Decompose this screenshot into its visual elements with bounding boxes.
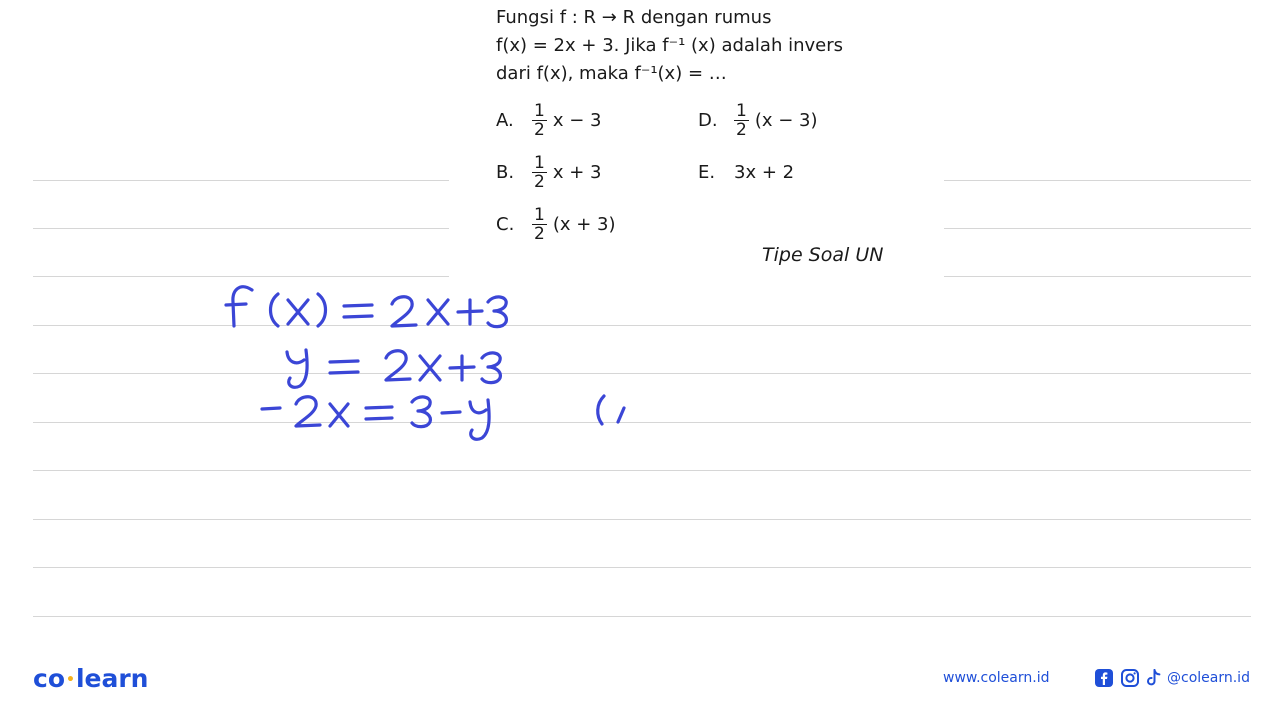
option-expression: (x − 3) — [754, 109, 818, 131]
social-handle[interactable]: @colearn.id — [1167, 670, 1250, 686]
question-text-line-3: dari f(x), maka f⁻¹(x) = … — [496, 63, 727, 84]
question-type-label: Tipe Soal UN — [762, 244, 884, 266]
logo-dot: • — [66, 672, 75, 688]
handwriting-line-1 — [226, 287, 506, 327]
option-letter: C. — [496, 213, 515, 235]
option-expression: (x + 3) — [552, 213, 616, 235]
option-letter: D. — [698, 109, 718, 131]
tiktok-icon[interactable] — [1144, 668, 1164, 688]
handwriting-line-3 — [262, 397, 489, 440]
denominator: 2 — [736, 119, 747, 140]
denominator: 2 — [534, 119, 545, 140]
option-letter: A. — [496, 109, 514, 131]
numerator: 1 — [534, 100, 545, 121]
website-link[interactable]: www.colearn.id — [943, 670, 1050, 686]
handwriting-line-2 — [287, 350, 500, 387]
logo-text-right: learn — [75, 664, 149, 693]
question-text-line-1: Fungsi f : R → R dengan rumus — [496, 7, 772, 28]
numerator: 1 — [534, 152, 545, 173]
option-expression: x − 3 — [552, 109, 602, 131]
option-letter: E. — [698, 161, 716, 183]
logo-text-left: co — [33, 664, 65, 693]
denominator: 2 — [534, 223, 545, 244]
colearn-logo — [33, 664, 148, 693]
handwriting-line-4 — [598, 396, 624, 424]
instagram-icon[interactable] — [1120, 668, 1140, 688]
option-expression: 3x + 2 — [734, 161, 795, 183]
question-text-line-2: f(x) = 2x + 3. Jika f⁻¹ (x) adalah invers — [496, 35, 844, 56]
numerator: 1 — [534, 204, 545, 225]
option-expression: x + 3 — [552, 161, 602, 183]
numerator: 1 — [736, 100, 747, 121]
option-letter: B. — [496, 161, 515, 183]
denominator: 2 — [534, 171, 545, 192]
facebook-icon[interactable] — [1094, 668, 1114, 688]
